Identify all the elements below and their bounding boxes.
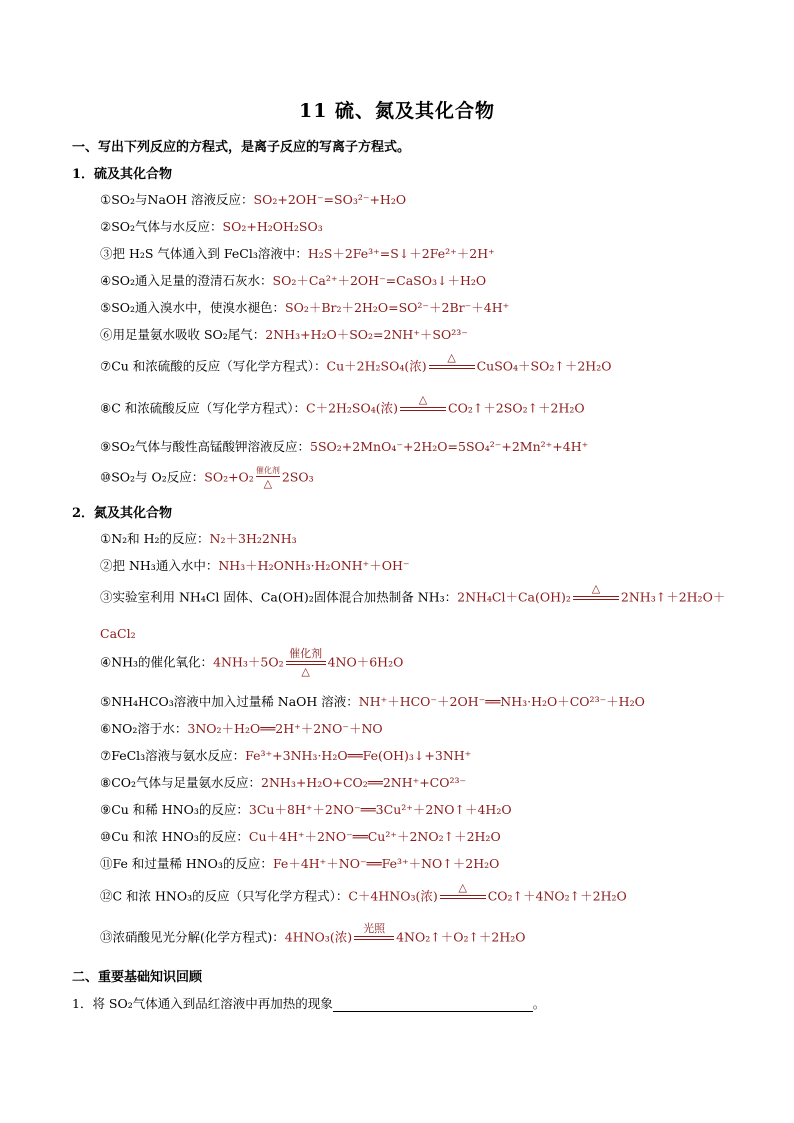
reaction-condition: △ — [573, 583, 619, 613]
nitrogen-item-2: ②把 NH₃通入水中：NH₃＋H₂ONH₃·H₂ONH⁺＋OH⁻ — [100, 558, 410, 573]
nitrogen-item-10: ⑩Cu 和浓 HNO₃的反应：Cu＋4H⁺＋2NO⁻══Cu²⁺＋2NO₂↑＋2H₂O — [100, 829, 501, 844]
nitrogen-item-3-continuation: CaCl₂ — [100, 626, 136, 641]
sulfur-item-6: ⑥用足量氨水吸收 SO₂尾气：2NH₃+H₂O＋SO₂=2NH⁺＋SO²³⁻ — [100, 327, 468, 342]
answer-blank[interactable] — [333, 999, 533, 1012]
subheading-nitrogen: 2．氮及其化合物 — [72, 506, 173, 521]
nitrogen-item-5: ⑤NH₄HCO₃溶液中加入过量稀 NaOH 溶液：NH⁺＋HCO⁻＋2OH⁻══NH₃·H₂O＋CO²³⁻＋H₂O — [100, 694, 645, 709]
review-item-1: 1．将 SO₂气体通入到品红溶液中再加热的现象 。 — [72, 996, 546, 1011]
nitrogen-item-13: ⑬浓硝酸见光分解(化学方程式)：4HNO₃(浓) 光照 4NO₂↑＋O₂↑＋2H₂O — [100, 923, 526, 953]
nitrogen-item-8: ⑧CO₂气体与足量氨水反应：2NH₃+H₂O+CO₂══2NH⁺+CO²³⁻ — [100, 775, 467, 790]
page-title: 11 硫、氮及其化合物 — [298, 100, 496, 122]
nitrogen-item-7: ⑦FeCl₃溶液与氨水反应：Fe³⁺+3NH₃·H₂O══Fe(OH)₃↓+3NH⁺ — [100, 748, 472, 763]
reaction-condition: △ — [400, 394, 446, 424]
sulfur-item-8: ⑧C 和浓硫酸反应（写化学方程式）：C＋2H₂SO₄(浓) △ CO₂↑＋2SO₂↑＋2H₂O — [100, 394, 585, 424]
sulfur-item-5: ⑤SO₂通入溴水中，使溴水褪色：SO₂＋Br₂＋2H₂O=SO²⁻＋2Br⁻＋4H⁺ — [100, 300, 510, 315]
nitrogen-item-9: ⑨Cu 和稀 HNO₃的反应：3Cu＋8H⁺＋2NO⁻══3Cu²⁺＋2NO↑＋4H₂O — [100, 802, 512, 817]
reaction-condition: △ — [429, 352, 475, 382]
sulfur-item-7: ⑦Cu 和浓硫酸的反应（写化学方程式）：Cu＋2H₂SO₄(浓) △ CuSO₄＋SO₂↑＋2H₂O — [100, 352, 611, 382]
sulfur-item-4: ④SO₂通入足量的澄清石灰水：SO₂＋Ca²⁺＋2OH⁻=CaSO₃↓＋H₂O — [100, 273, 487, 288]
sulfur-item-10: ⑩SO₂与 O₂反应：SO₂+O₂ 催化剂 △ 2SO₃ — [100, 466, 314, 490]
sulfur-item-1: ①SO₂与NaOH 溶液反应：SO₂+2OH⁻=SO₃²⁻+H₂O — [100, 192, 407, 207]
reaction-condition: △ — [440, 882, 486, 912]
nitrogen-item-1: ①N₂和 H₂的反应：N₂＋3H₂2NH₃ — [100, 531, 297, 546]
sulfur-item-2: ②SO₂气体与水反应：SO₂+H₂OH₂SO₃ — [100, 219, 323, 234]
section-heading-1: 一、写出下列反应的方程式，是离子反应的写离子方程式。 — [72, 140, 411, 155]
reaction-condition: 光照 — [354, 923, 394, 953]
subheading-sulfur: 1．硫及其化合物 — [72, 167, 173, 182]
nitrogen-item-11: ⑪Fe 和过量稀 HNO₃的反应：Fe＋4H⁺＋NO⁻══Fe³⁺＋NO↑＋2H₂O — [100, 856, 500, 871]
nitrogen-item-12: ⑫C 和浓 HNO₃的反应（只写化学方程式）：C＋4HNO₃(浓) △ CO₂↑＋4NO₂↑＋2H₂O — [100, 882, 627, 912]
reaction-condition: 催化剂 △ — [286, 648, 326, 678]
nitrogen-item-6: ⑥NO₂溶于水：3NO₂＋H₂O══2H⁺＋2NO⁻＋NO — [100, 721, 383, 736]
sulfur-item-9: ⑨SO₂气体与酸性高锰酸钾溶液反应：5SO₂+2MnO₄⁻+2H₂O=5SO₄²⁻+2Mn²⁺+4H⁺ — [100, 439, 589, 454]
section-heading-2: 二、重要基础知识回顾 — [72, 970, 203, 985]
reaction-condition: 催化剂 △ — [255, 466, 280, 490]
sulfur-item-3: ③把 H₂S 气体通入到 FeCl₃溶液中：H₂S＋2Fe³⁺=S↓＋2Fe²⁺＋2H⁺ — [100, 246, 495, 261]
nitrogen-item-3: ③实验室利用 NH₄Cl 固体、Ca(OH)₂固体混合加热制备 NH₃：2NH₄Cl＋Ca(OH)₂ △ 2NH₃↑＋2H₂O＋ — [100, 583, 725, 613]
nitrogen-item-4: ④NH₃的催化氧化：4NH₃＋5O₂ 催化剂 △ 4NO＋6H₂O — [100, 647, 404, 678]
